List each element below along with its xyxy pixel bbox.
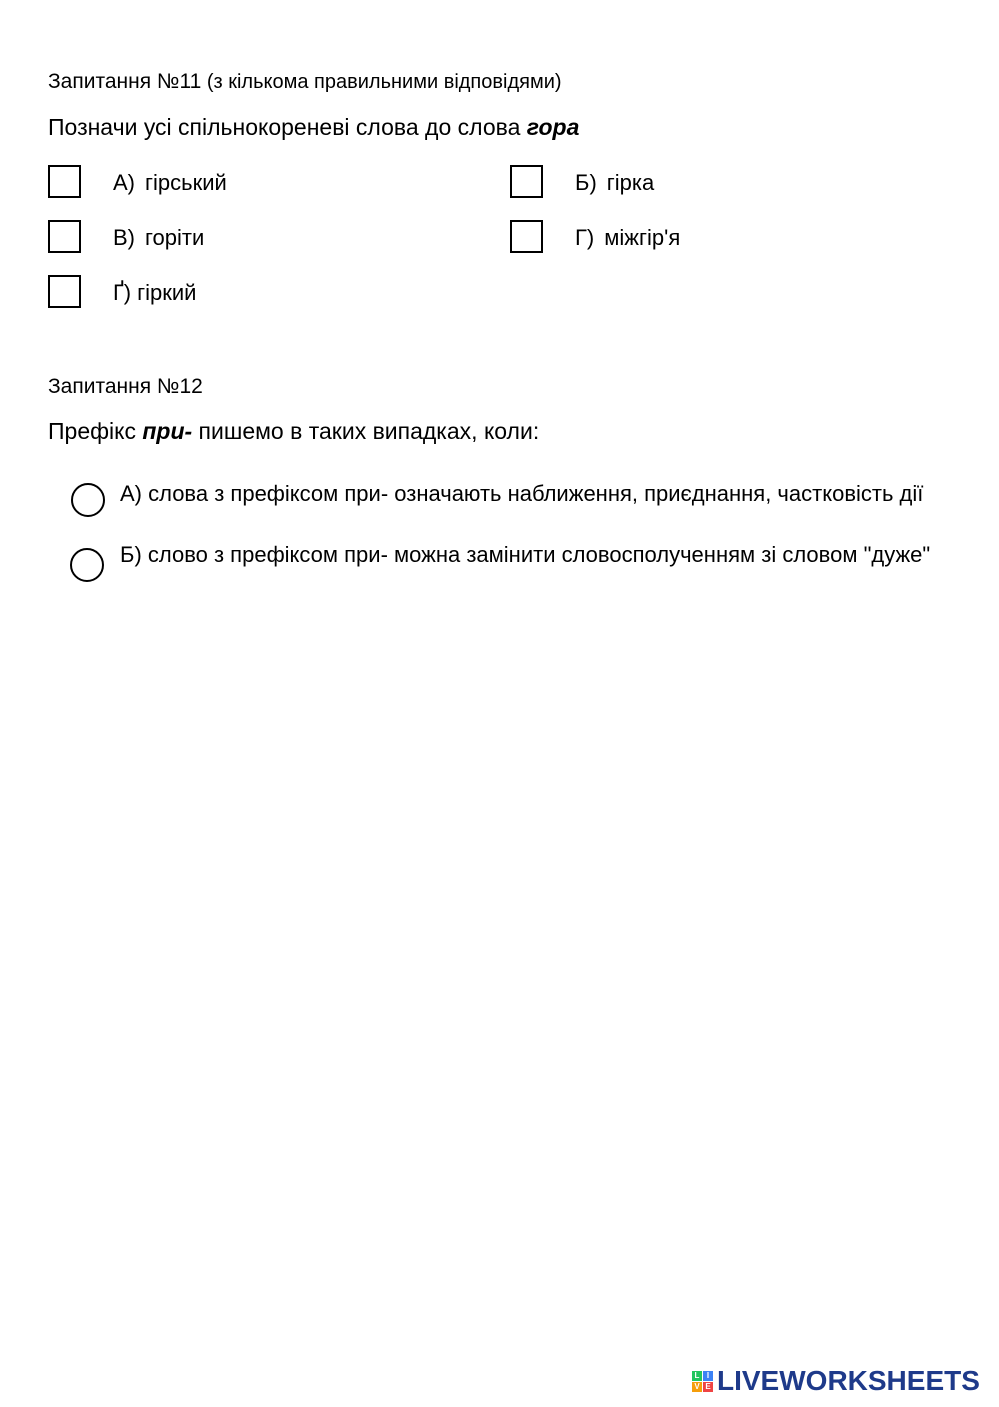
logo-text: LIVEWORKSHEETS bbox=[717, 1365, 980, 1396]
question-11-number: 11 bbox=[179, 70, 202, 93]
logo-block-3: V bbox=[692, 1382, 702, 1392]
checkbox-option-a[interactable] bbox=[48, 165, 81, 198]
option-g bbox=[113, 280, 196, 306]
option-a-text: гірський bbox=[145, 170, 227, 195]
question-11-title bbox=[48, 70, 562, 94]
question-11-prompt-word: гора bbox=[526, 114, 580, 140]
checkbox-option-g[interactable] bbox=[48, 275, 81, 308]
question-12-prompt-start: Префікс bbox=[48, 418, 143, 444]
option-h-text: міжгір'я bbox=[604, 225, 681, 250]
question-12-number: 12 bbox=[179, 375, 203, 398]
logo-block-1: L bbox=[692, 1371, 702, 1381]
option-g-letter: Ґ) bbox=[113, 280, 132, 305]
question-12-prompt-end: пишемо в таких випадках, коли: bbox=[192, 418, 540, 444]
option-v-text: горіти bbox=[145, 225, 205, 250]
option-v bbox=[113, 225, 204, 251]
logo-block-2: I bbox=[703, 1371, 713, 1381]
checkbox-option-b[interactable] bbox=[510, 165, 543, 198]
question-11-prompt bbox=[48, 114, 579, 141]
liveworksheets-logo bbox=[692, 1366, 980, 1396]
radio-option-b[interactable] bbox=[70, 548, 104, 582]
option-a bbox=[113, 170, 227, 196]
question-12-label: Запитання № bbox=[48, 375, 180, 398]
question-12-prompt-word: при- bbox=[142, 418, 193, 444]
option-h bbox=[575, 225, 680, 251]
option-b-text: гірка bbox=[606, 170, 655, 195]
option-h-letter: Г) bbox=[575, 225, 595, 250]
option-a-letter: А) bbox=[113, 170, 135, 195]
logo-block-4: E bbox=[703, 1382, 713, 1392]
radio-option-a[interactable] bbox=[71, 483, 105, 517]
question-12-prompt bbox=[48, 418, 539, 445]
radio-option-b-text: Б) слово з префіксом при- можна замінити словосполученням зі словом "дуже" bbox=[120, 542, 931, 567]
logo-blocks-icon bbox=[692, 1371, 713, 1392]
question-11-prompt-text: Позначи усі спільнокореневі слова до слова bbox=[48, 114, 527, 140]
checkbox-option-h[interactable] bbox=[510, 220, 543, 253]
option-b bbox=[575, 170, 654, 196]
checkbox-option-v[interactable] bbox=[48, 220, 81, 253]
option-g-text: гіркий bbox=[137, 280, 197, 305]
question-11-label: Запитання № bbox=[48, 70, 180, 93]
option-v-letter: В) bbox=[113, 225, 135, 250]
option-b-letter: Б) bbox=[575, 170, 597, 195]
question-12-title bbox=[48, 375, 203, 399]
question-11-hint: (з кількома правильними відповідями) bbox=[201, 71, 562, 93]
radio-option-a-text: А) слова з префіксом при- означають наближення, приєднання, частковість дії bbox=[120, 481, 924, 506]
